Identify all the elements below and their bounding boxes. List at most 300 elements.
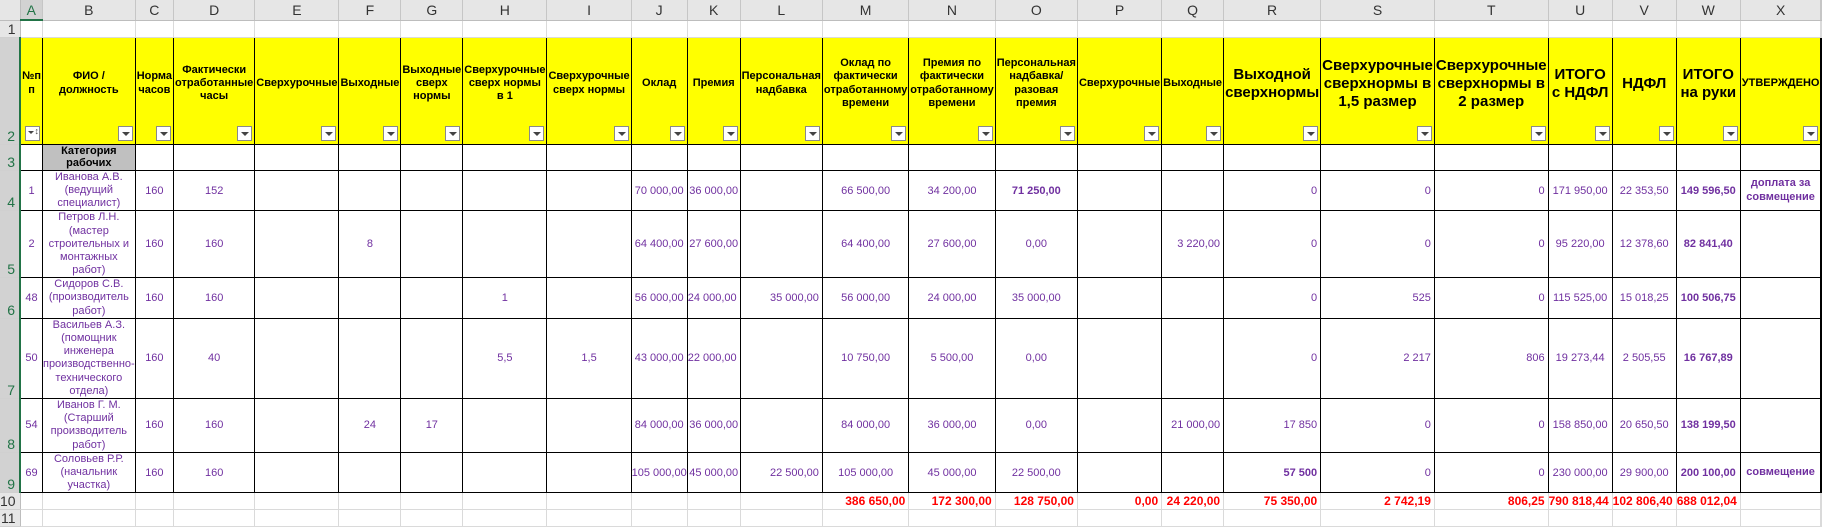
header-l[interactable]	[740, 37, 822, 144]
column-header-I[interactable]: I	[547, 0, 631, 20]
actual-hours[interactable]: 160	[174, 278, 255, 319]
salary-actual[interactable]: 10 750,00	[822, 318, 908, 398]
income-tax[interactable]: 12 378,60	[1612, 211, 1676, 278]
column-header-P[interactable]: P	[1077, 0, 1161, 20]
header-u[interactable]	[1548, 37, 1612, 144]
cell-Q11[interactable]	[1162, 510, 1224, 527]
cell-P3[interactable]	[1077, 144, 1161, 170]
cell-E10[interactable]	[255, 493, 339, 510]
filter-dropdown-m[interactable]	[891, 126, 906, 141]
header-a[interactable]	[20, 37, 42, 144]
cell-X1[interactable]	[1740, 20, 1821, 37]
weekend-pay[interactable]: 3 220,00	[1162, 211, 1224, 278]
cell-Q1[interactable]	[1162, 20, 1224, 37]
column-header-V[interactable]: V	[1612, 0, 1676, 20]
bonus[interactable]: 22 000,00	[687, 318, 740, 398]
row-number[interactable]: 1	[20, 170, 42, 211]
cell-I10[interactable]	[547, 493, 631, 510]
weekend-over-norm[interactable]	[401, 170, 463, 211]
column-header-B[interactable]: B	[42, 0, 135, 20]
cell-I11[interactable]	[547, 510, 631, 527]
row-number[interactable]: 69	[20, 452, 42, 493]
actual-hours[interactable]: 160	[174, 452, 255, 493]
header-o[interactable]	[995, 37, 1077, 144]
overtime-2-pay[interactable]: 0	[1434, 211, 1548, 278]
filter-dropdown-j[interactable]	[670, 126, 685, 141]
cell-W3[interactable]	[1676, 144, 1740, 170]
weekend-pay[interactable]	[1162, 318, 1224, 398]
cell-R1[interactable]	[1224, 20, 1321, 37]
weekend-pay[interactable]	[1162, 452, 1224, 493]
employee-name[interactable]: Соловьев Р.Р. (начальник участка)	[42, 452, 135, 493]
salary-actual[interactable]: 64 400,00	[822, 211, 908, 278]
cell-J3[interactable]	[631, 144, 687, 170]
income-tax[interactable]: 2 505,55	[1612, 318, 1676, 398]
overtime-pay[interactable]	[1077, 398, 1161, 452]
overtime-over-norm-1[interactable]: 1	[463, 278, 547, 319]
norm-hours[interactable]: 160	[135, 398, 173, 452]
employee-name[interactable]: Сидоров С.В. (производитель работ)	[42, 278, 135, 319]
overtime-over-norm-2[interactable]	[547, 278, 631, 319]
cell-L3[interactable]	[740, 144, 822, 170]
salary[interactable]: 56 000,00	[631, 278, 687, 319]
weekend-hours[interactable]	[339, 452, 401, 493]
cell-H10[interactable]	[463, 493, 547, 510]
row-header-6[interactable]: 6	[0, 278, 20, 319]
header-g[interactable]	[401, 37, 463, 144]
allowance-actual[interactable]: 0,00	[995, 318, 1077, 398]
income-tax[interactable]: 20 650,50	[1612, 398, 1676, 452]
weekend-over-norm-pay[interactable]: 17 850	[1224, 398, 1321, 452]
cell-M1[interactable]	[822, 20, 908, 37]
weekend-over-norm-pay[interactable]: 0	[1224, 318, 1321, 398]
cell-T11[interactable]	[1434, 510, 1548, 527]
column-header-G[interactable]: G	[401, 0, 463, 20]
total-n[interactable]: 172 300,00	[909, 493, 995, 510]
bonus[interactable]: 45 000,00	[687, 452, 740, 493]
approved-note[interactable]: доплата за совмещение	[1740, 170, 1821, 211]
norm-hours[interactable]: 160	[135, 170, 173, 211]
cell-V1[interactable]	[1612, 20, 1676, 37]
row-number[interactable]: 2	[20, 211, 42, 278]
weekend-pay[interactable]	[1162, 278, 1224, 319]
cell-F1[interactable]	[339, 20, 401, 37]
approved-note[interactable]	[1740, 278, 1821, 319]
salary[interactable]: 105 000,00	[631, 452, 687, 493]
cell-A1[interactable]	[20, 20, 42, 37]
income-tax[interactable]: 22 353,50	[1612, 170, 1676, 211]
cell-X11[interactable]	[1740, 510, 1821, 527]
weekend-over-norm-pay[interactable]: 57 500	[1224, 452, 1321, 493]
column-header-Q[interactable]: Q	[1162, 0, 1224, 20]
header-w[interactable]	[1676, 37, 1740, 144]
overtime-over-norm-2[interactable]	[547, 211, 631, 278]
cell-D11[interactable]	[174, 510, 255, 527]
approved-note[interactable]	[1740, 398, 1821, 452]
total-net[interactable]: 100 506,75	[1676, 278, 1740, 319]
column-header-O[interactable]: O	[995, 0, 1077, 20]
weekend-pay[interactable]	[1162, 170, 1224, 211]
norm-hours[interactable]: 160	[135, 452, 173, 493]
cell-G10[interactable]	[401, 493, 463, 510]
cell-K11[interactable]	[687, 510, 740, 527]
column-header-T[interactable]: T	[1434, 0, 1548, 20]
weekend-over-norm[interactable]	[401, 278, 463, 319]
bonus-actual[interactable]: 27 600,00	[909, 211, 995, 278]
overtime-over-norm-1[interactable]	[463, 211, 547, 278]
column-header-R[interactable]: R	[1224, 0, 1321, 20]
overtime-hours[interactable]	[255, 398, 339, 452]
overtime-pay[interactable]	[1077, 318, 1161, 398]
cell-U3[interactable]	[1548, 144, 1612, 170]
approved-note[interactable]: совмещение	[1740, 452, 1821, 493]
header-n[interactable]	[909, 37, 995, 144]
header-c[interactable]	[135, 37, 173, 144]
cell-H11[interactable]	[463, 510, 547, 527]
filter-dropdown-d[interactable]	[237, 126, 252, 141]
norm-hours[interactable]: 160	[135, 318, 173, 398]
cell-D10[interactable]	[174, 493, 255, 510]
select-all-corner[interactable]	[0, 0, 20, 20]
category-cell[interactable]: Категория рабочих	[42, 144, 135, 170]
filter-dropdown-h[interactable]	[529, 126, 544, 141]
weekend-over-norm-pay[interactable]: 0	[1224, 278, 1321, 319]
cell-D1[interactable]	[174, 20, 255, 37]
cell-H3[interactable]	[463, 144, 547, 170]
overtime-over-norm-1[interactable]	[463, 452, 547, 493]
cell-E11[interactable]	[255, 510, 339, 527]
cell-R3[interactable]	[1224, 144, 1321, 170]
row-header-8[interactable]: 8	[0, 398, 20, 452]
overtime-1-5-pay[interactable]: 0	[1321, 398, 1435, 452]
cell-K3[interactable]	[687, 144, 740, 170]
overtime-2-pay[interactable]: 0	[1434, 170, 1548, 211]
header-j[interactable]	[631, 37, 687, 144]
cell-C3[interactable]	[135, 144, 173, 170]
personal-allowance[interactable]: 22 500,00	[740, 452, 822, 493]
bonus[interactable]: 36 000,00	[687, 398, 740, 452]
overtime-1-5-pay[interactable]: 0	[1321, 211, 1435, 278]
weekend-hours[interactable]: 8	[339, 211, 401, 278]
weekend-over-norm[interactable]	[401, 211, 463, 278]
salary-actual[interactable]: 84 000,00	[822, 398, 908, 452]
column-header-C[interactable]: C	[135, 0, 173, 20]
filter-dropdown-k[interactable]	[723, 126, 738, 141]
personal-allowance[interactable]	[740, 318, 822, 398]
cell-L11[interactable]	[740, 510, 822, 527]
cell-T3[interactable]	[1434, 144, 1548, 170]
salary-actual[interactable]: 56 000,00	[822, 278, 908, 319]
column-header-A[interactable]: A	[20, 0, 42, 20]
total-net[interactable]: 149 596,50	[1676, 170, 1740, 211]
filter-dropdown-w[interactable]	[1723, 126, 1738, 141]
cell-B1[interactable]	[42, 20, 135, 37]
total-with-tax[interactable]: 171 950,00	[1548, 170, 1612, 211]
total-u[interactable]: 790 818,44	[1548, 493, 1612, 510]
row-header-10[interactable]: 10	[0, 493, 20, 510]
allowance-actual[interactable]: 71 250,00	[995, 170, 1077, 211]
column-header-W[interactable]: W	[1676, 0, 1740, 20]
cell-M3[interactable]	[822, 144, 908, 170]
cell-L10[interactable]	[740, 493, 822, 510]
overtime-2-pay[interactable]: 806	[1434, 318, 1548, 398]
cell-A11[interactable]	[20, 510, 42, 527]
cell-L1[interactable]	[740, 20, 822, 37]
weekend-hours[interactable]	[339, 170, 401, 211]
overtime-over-norm-1[interactable]	[463, 170, 547, 211]
column-header-X[interactable]: X	[1740, 0, 1821, 20]
actual-hours[interactable]: 40	[174, 318, 255, 398]
header-h[interactable]	[463, 37, 547, 144]
actual-hours[interactable]: 152	[174, 170, 255, 211]
cell-J11[interactable]	[631, 510, 687, 527]
cell-N11[interactable]	[909, 510, 995, 527]
cell-A3[interactable]	[20, 144, 42, 170]
weekend-over-norm-pay[interactable]: 0	[1224, 211, 1321, 278]
cell-G3[interactable]	[401, 144, 463, 170]
actual-hours[interactable]: 160	[174, 211, 255, 278]
actual-hours[interactable]: 160	[174, 398, 255, 452]
cell-G11[interactable]	[401, 510, 463, 527]
total-net[interactable]: 200 100,00	[1676, 452, 1740, 493]
overtime-2-pay[interactable]: 0	[1434, 278, 1548, 319]
column-header-S[interactable]: S	[1321, 0, 1435, 20]
cell-F3[interactable]	[339, 144, 401, 170]
header-s[interactable]	[1321, 37, 1435, 144]
overtime-1-5-pay[interactable]: 0	[1321, 170, 1435, 211]
cell-I3[interactable]	[547, 144, 631, 170]
overtime-hours[interactable]	[255, 318, 339, 398]
cell-W11[interactable]	[1676, 510, 1740, 527]
personal-allowance[interactable]: 35 000,00	[740, 278, 822, 319]
overtime-pay[interactable]	[1077, 170, 1161, 211]
salary[interactable]: 43 000,00	[631, 318, 687, 398]
filter-dropdown-q[interactable]	[1206, 126, 1221, 141]
cell-E3[interactable]	[255, 144, 339, 170]
filter-dropdown-g[interactable]	[445, 126, 460, 141]
employee-name[interactable]: Петров Л.Н. (мастер строительных и монтажных работ)	[42, 211, 135, 278]
cell-M11[interactable]	[822, 510, 908, 527]
overtime-1-5-pay[interactable]: 525	[1321, 278, 1435, 319]
bonus-actual[interactable]: 34 200,00	[909, 170, 995, 211]
cell-J10[interactable]	[631, 493, 687, 510]
cell-U1[interactable]	[1548, 20, 1612, 37]
filter-dropdown-n[interactable]	[978, 126, 993, 141]
bonus-actual[interactable]: 36 000,00	[909, 398, 995, 452]
row-number[interactable]: 54	[20, 398, 42, 452]
overtime-over-norm-2[interactable]: 1,5	[547, 318, 631, 398]
filter-dropdown-e[interactable]	[321, 126, 336, 141]
column-header-E[interactable]: E	[255, 0, 339, 20]
row-header-11[interactable]: 11	[0, 510, 20, 527]
cell-F11[interactable]	[339, 510, 401, 527]
cell-B11[interactable]	[42, 510, 135, 527]
column-header-F[interactable]: F	[339, 0, 401, 20]
overtime-1-5-pay[interactable]: 0	[1321, 452, 1435, 493]
overtime-hours[interactable]	[255, 170, 339, 211]
cell-V3[interactable]	[1612, 144, 1676, 170]
column-header-M[interactable]: M	[822, 0, 908, 20]
header-r[interactable]	[1224, 37, 1321, 144]
overtime-over-norm-2[interactable]	[547, 170, 631, 211]
row-header-3[interactable]: 3	[0, 144, 20, 170]
salary-actual[interactable]: 66 500,00	[822, 170, 908, 211]
row-number[interactable]: 50	[20, 318, 42, 398]
cell-B10[interactable]	[42, 493, 135, 510]
total-o[interactable]: 128 750,00	[995, 493, 1077, 510]
weekend-pay[interactable]: 21 000,00	[1162, 398, 1224, 452]
bonus-actual[interactable]: 24 000,00	[909, 278, 995, 319]
weekend-over-norm[interactable]	[401, 452, 463, 493]
cell-U11[interactable]	[1548, 510, 1612, 527]
cell-E1[interactable]	[255, 20, 339, 37]
allowance-actual[interactable]: 0,00	[995, 398, 1077, 452]
employee-name[interactable]: Иванова А.В. (ведущий специалист)	[42, 170, 135, 211]
allowance-actual[interactable]: 22 500,00	[995, 452, 1077, 493]
row-header-2[interactable]: 2	[0, 37, 20, 144]
cell-C10[interactable]	[135, 493, 173, 510]
weekend-over-norm[interactable]	[401, 318, 463, 398]
row-header-9[interactable]: 9	[0, 452, 20, 493]
cell-G1[interactable]	[401, 20, 463, 37]
employee-name[interactable]: Васильев А.З. (помощник инженера производственно-технического отдела)	[42, 318, 135, 397]
header-e[interactable]	[255, 37, 339, 144]
cell-A10[interactable]	[20, 493, 42, 510]
cell-J1[interactable]	[631, 20, 687, 37]
allowance-actual[interactable]: 35 000,00	[995, 278, 1077, 319]
filter-dropdown-s[interactable]	[1417, 126, 1432, 141]
row-header-1[interactable]: 1	[0, 20, 20, 37]
filter-dropdown-p[interactable]	[1144, 126, 1159, 141]
total-with-tax[interactable]: 19 273,44	[1548, 318, 1612, 398]
row-number[interactable]: 48	[20, 278, 42, 319]
cell-K10[interactable]	[687, 493, 740, 510]
total-r[interactable]: 75 350,00	[1224, 493, 1321, 510]
overtime-pay[interactable]	[1077, 211, 1161, 278]
overtime-over-norm-1[interactable]	[463, 398, 547, 452]
overtime-hours[interactable]	[255, 278, 339, 319]
salary[interactable]: 64 400,00	[631, 211, 687, 278]
overtime-1-5-pay[interactable]: 2 217	[1321, 318, 1435, 398]
bonus[interactable]: 24 000,00	[687, 278, 740, 319]
cell-S1[interactable]	[1321, 20, 1435, 37]
header-p[interactable]	[1077, 37, 1161, 144]
cell-N1[interactable]	[909, 20, 995, 37]
cell-K1[interactable]	[687, 20, 740, 37]
total-m[interactable]: 386 650,00	[822, 493, 908, 510]
filter-dropdown-x[interactable]	[1803, 126, 1818, 141]
income-tax[interactable]: 15 018,25	[1612, 278, 1676, 319]
weekend-hours[interactable]: 24	[339, 398, 401, 452]
total-with-tax[interactable]: 158 850,00	[1548, 398, 1612, 452]
header-x[interactable]	[1740, 37, 1821, 144]
overtime-over-norm-1[interactable]: 5,5	[463, 318, 547, 398]
approved-note[interactable]	[1740, 318, 1821, 398]
weekend-hours[interactable]	[339, 318, 401, 398]
total-with-tax[interactable]: 115 525,00	[1548, 278, 1612, 319]
cell-H1[interactable]	[463, 20, 547, 37]
total-v[interactable]: 102 806,40	[1612, 493, 1676, 510]
column-header-N[interactable]: N	[909, 0, 995, 20]
total-w[interactable]: 688 012,04	[1676, 493, 1740, 510]
bonus-actual[interactable]: 45 000,00	[909, 452, 995, 493]
column-header-L[interactable]: L	[740, 0, 822, 20]
filter-dropdown-a[interactable]	[25, 126, 40, 141]
cell-D3[interactable]	[174, 144, 255, 170]
filter-dropdown-v[interactable]	[1659, 126, 1674, 141]
filter-dropdown-l[interactable]	[805, 126, 820, 141]
bonus[interactable]: 27 600,00	[687, 211, 740, 278]
cell-O1[interactable]	[995, 20, 1077, 37]
filter-dropdown-f[interactable]	[383, 126, 398, 141]
allowance-actual[interactable]: 0,00	[995, 211, 1077, 278]
total-net[interactable]: 138 199,50	[1676, 398, 1740, 452]
column-header-H[interactable]: H	[463, 0, 547, 20]
cell-C11[interactable]	[135, 510, 173, 527]
income-tax[interactable]: 29 900,00	[1612, 452, 1676, 493]
filter-dropdown-b[interactable]	[118, 126, 133, 141]
employee-name[interactable]: Иванов Г. М. (Старший производитель работ)	[42, 398, 135, 452]
total-s[interactable]: 2 742,19	[1321, 493, 1435, 510]
header-m[interactable]	[822, 37, 908, 144]
salary-actual[interactable]: 105 000,00	[822, 452, 908, 493]
weekend-hours[interactable]	[339, 278, 401, 319]
cell-I1[interactable]	[547, 20, 631, 37]
header-f[interactable]	[339, 37, 401, 144]
salary[interactable]: 70 000,00	[631, 170, 687, 211]
row-header-7[interactable]: 7	[0, 318, 20, 398]
row-header-5[interactable]: 5	[0, 211, 20, 278]
total-with-tax[interactable]: 95 220,00	[1548, 211, 1612, 278]
cell-X3[interactable]	[1740, 144, 1821, 170]
filter-dropdown-r[interactable]	[1303, 126, 1318, 141]
column-header-K[interactable]: K	[687, 0, 740, 20]
cell-S3[interactable]	[1321, 144, 1435, 170]
cell-N3[interactable]	[909, 144, 995, 170]
norm-hours[interactable]: 160	[135, 278, 173, 319]
bonus[interactable]: 36 000,00	[687, 170, 740, 211]
header-i[interactable]	[547, 37, 631, 144]
total-q[interactable]: 24 220,00	[1162, 493, 1224, 510]
cell-W1[interactable]	[1676, 20, 1740, 37]
cell-O11[interactable]	[995, 510, 1077, 527]
salary[interactable]: 84 000,00	[631, 398, 687, 452]
total-with-tax[interactable]: 230 000,00	[1548, 452, 1612, 493]
filter-dropdown-o[interactable]	[1060, 126, 1075, 141]
overtime-2-pay[interactable]: 0	[1434, 452, 1548, 493]
cell-X10[interactable]	[1740, 493, 1821, 510]
weekend-over-norm-pay[interactable]: 0	[1224, 170, 1321, 211]
total-t[interactable]: 806,25	[1434, 493, 1548, 510]
personal-allowance[interactable]	[740, 211, 822, 278]
header-v[interactable]	[1612, 37, 1676, 144]
total-net[interactable]: 16 767,89	[1676, 318, 1740, 398]
header-b[interactable]	[42, 37, 135, 144]
column-header-J[interactable]: J	[631, 0, 687, 20]
cell-T1[interactable]	[1434, 20, 1548, 37]
cell-P11[interactable]	[1077, 510, 1161, 527]
overtime-pay[interactable]	[1077, 278, 1161, 319]
overtime-hours[interactable]	[255, 452, 339, 493]
cell-V11[interactable]	[1612, 510, 1676, 527]
total-net[interactable]: 82 841,40	[1676, 211, 1740, 278]
total-p[interactable]: 0,00	[1077, 493, 1161, 510]
cell-Q3[interactable]	[1162, 144, 1224, 170]
cell-S11[interactable]	[1321, 510, 1435, 527]
overtime-hours[interactable]	[255, 211, 339, 278]
overtime-pay[interactable]	[1077, 452, 1161, 493]
overtime-over-norm-2[interactable]	[547, 452, 631, 493]
